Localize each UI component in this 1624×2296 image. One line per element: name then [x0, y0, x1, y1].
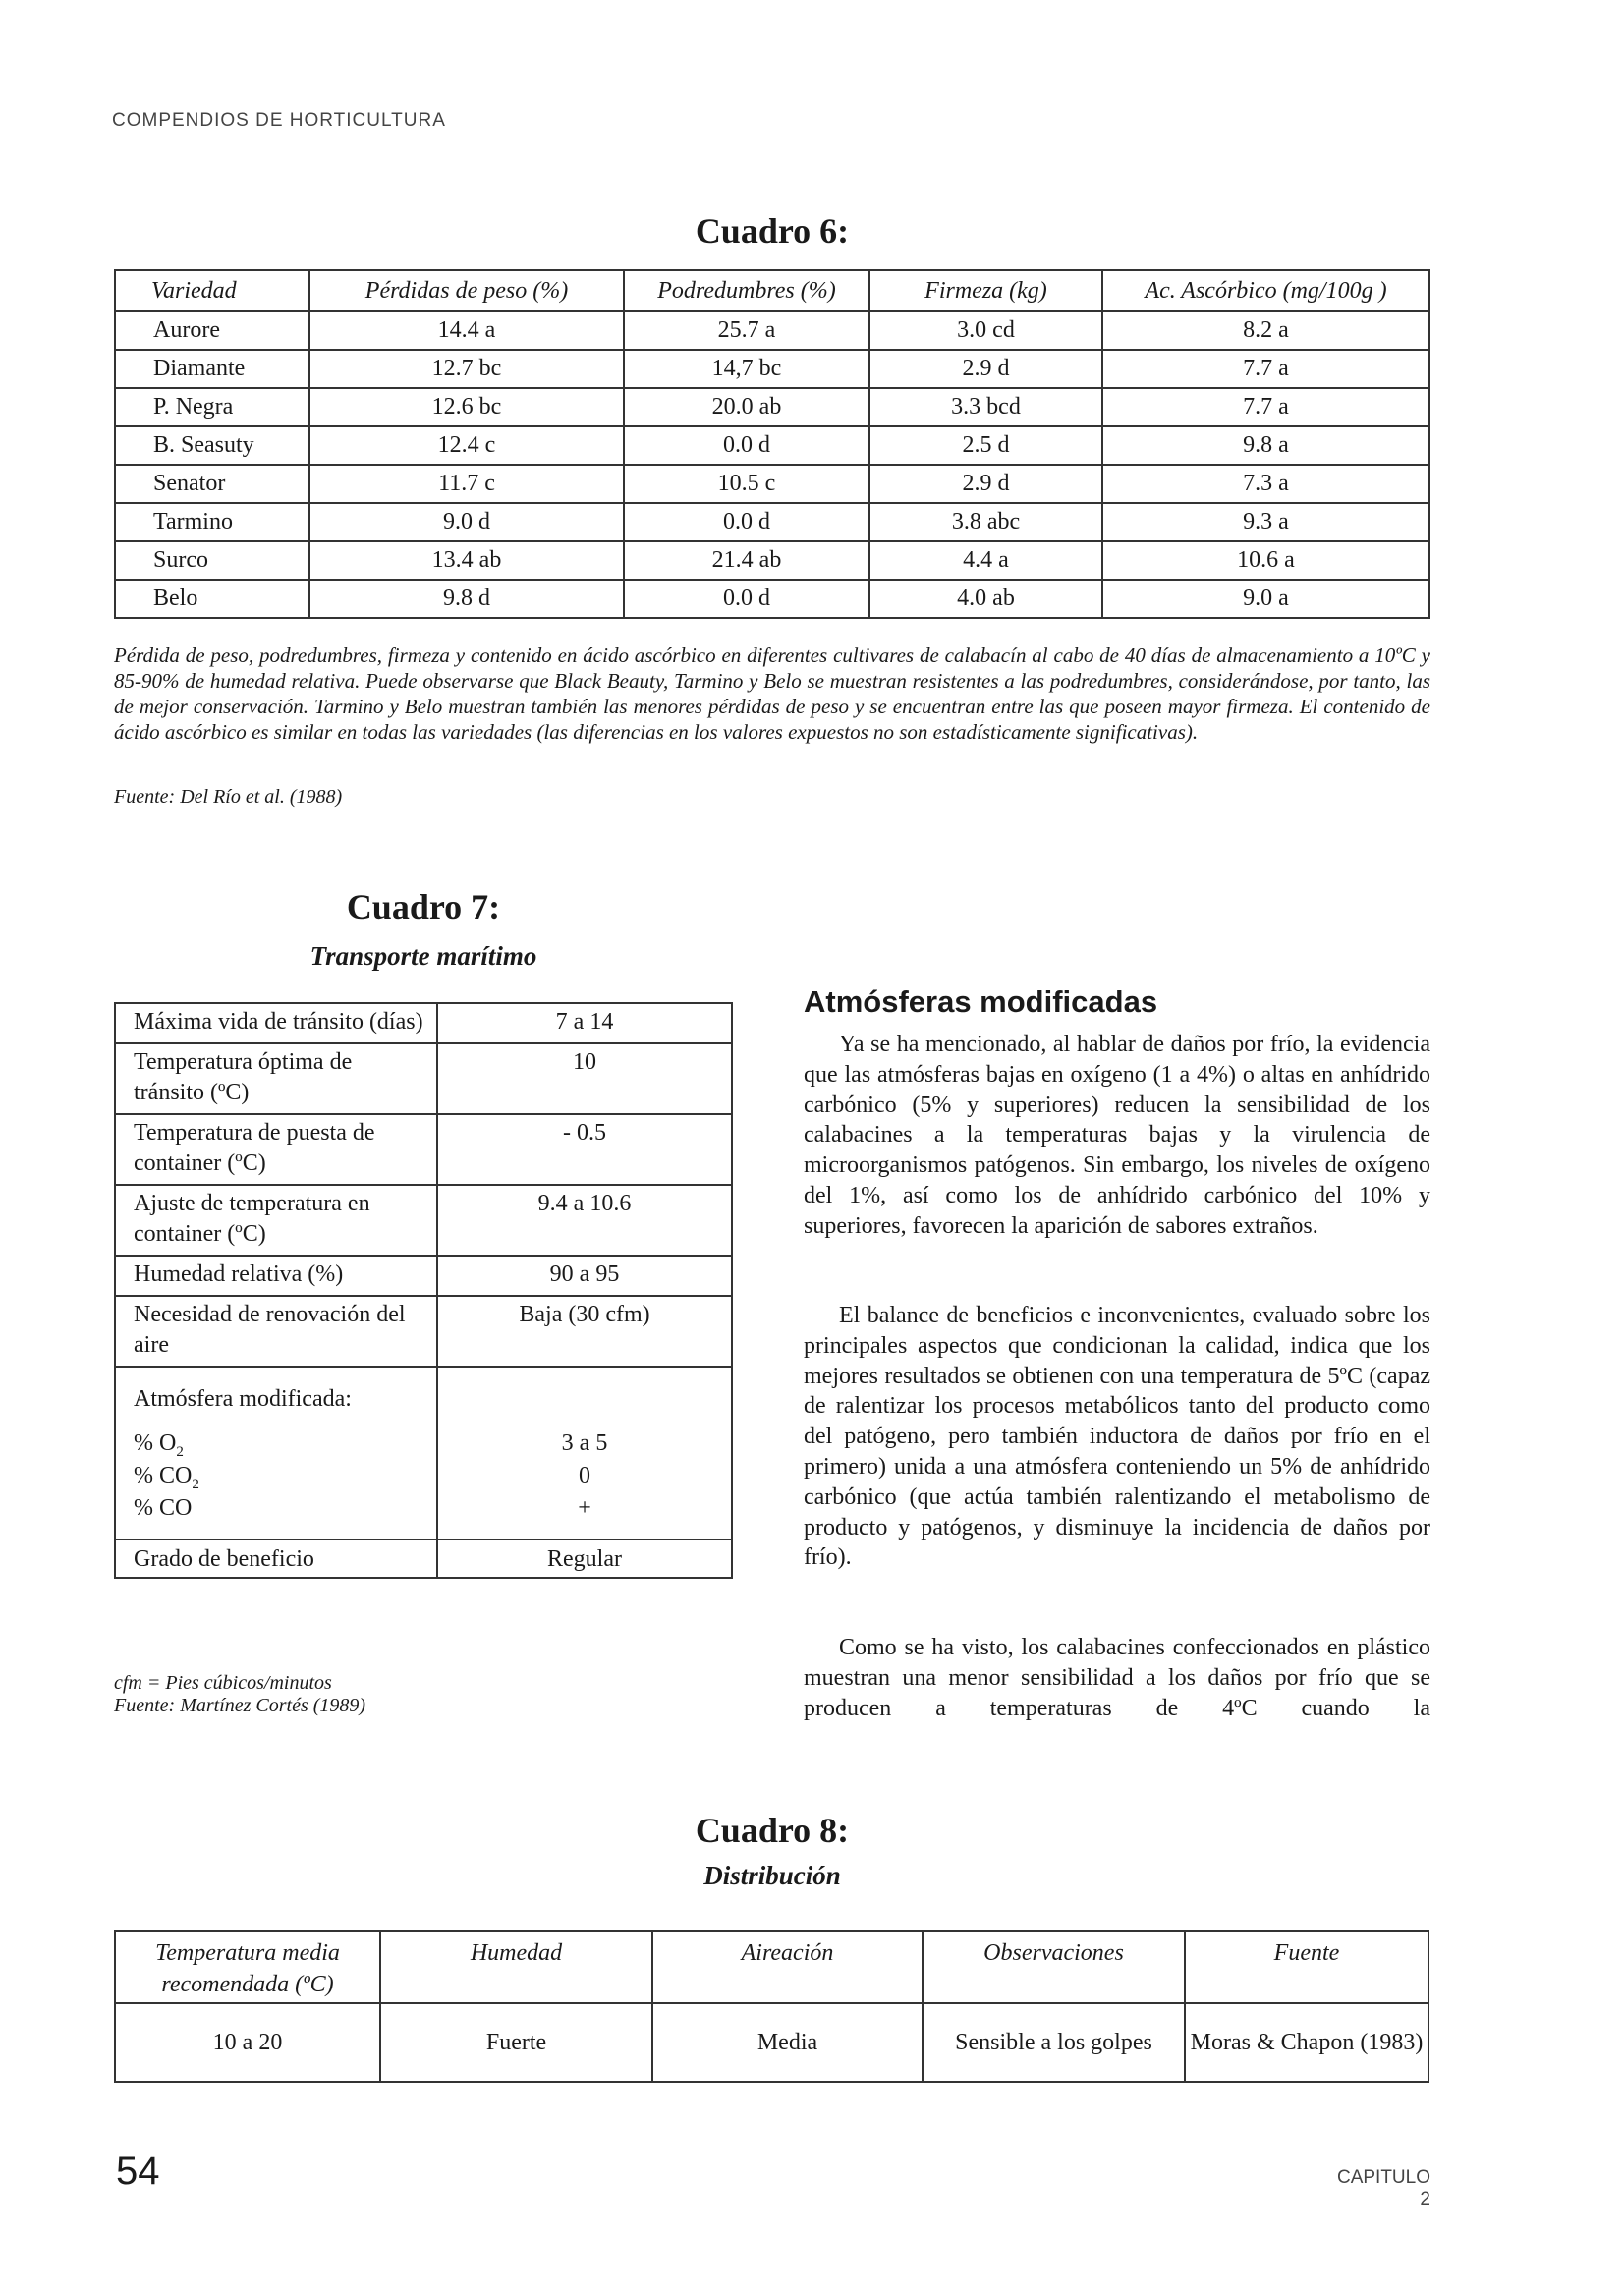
gas-prefix: % CO: [134, 1495, 193, 1521]
row-label: Temperatura de puesta de container (ºC): [115, 1114, 437, 1185]
row-label: Temperatura óptima de tránsito (ºC): [115, 1043, 437, 1114]
cuadro7-footnote: cfm = Pies cúbicos/minutos: [114, 1672, 332, 1694]
cuadro7-footnotes: [114, 1672, 365, 1717]
gas-value: 3 a 5: [561, 1430, 608, 1456]
section-heading: Atmósferas modificadas: [804, 984, 1158, 1019]
table-row: [115, 426, 1429, 465]
table-row: [115, 350, 1429, 388]
row-label: Ajuste de temperatura en container (ºC): [115, 1185, 437, 1256]
table-cell: 3.3 bcd: [869, 388, 1102, 426]
cuadro6-title: Cuadro 6:: [695, 211, 850, 251]
cuadro7-subtitle: Transporte marítimo: [309, 941, 537, 971]
gas-value: +: [578, 1495, 591, 1521]
column-header: Temperatura media recomendada (ºC): [115, 1931, 380, 2003]
column-header: Observaciones: [923, 1931, 1185, 2003]
table-cell: Fuerte: [380, 2003, 652, 2082]
table-cell: 10 a 20: [115, 2003, 380, 2082]
table-cell: 9.8 a: [1102, 426, 1429, 465]
atm-label: Atmósfera modificada:: [134, 1386, 352, 1412]
table-row: [115, 1185, 732, 1256]
table-cell: 25.7 a: [624, 311, 869, 350]
body-paragraph: Como se ha visto, los calabacines confeccionados en plástico muestran una menor sensibilidad a los daños por frío que se producen a temperaturas de 4ºC cuando la: [804, 1635, 1430, 1721]
table-cell: Aurore: [115, 311, 309, 350]
table-cell: 3.0 cd: [869, 311, 1102, 350]
body-paragraph: Ya se ha mencionado, al hablar de daños por frío, la evidencia que las atmósferas bajas en oxígeno (1 a 4%) o altas en anhídrido carbónico (5% y superiores) reducen la sensibilidad de los calabacines a la temperaturas bajas y la virulencia de microorganismos patógenos. Sin embargo, los niveles de oxígeno del 1%, así como los de anhídrido carbónico del 10% y superiores, favorecen la aparición de sabores extraños.: [804, 1032, 1430, 1239]
row-label: Humedad relativa (%): [115, 1256, 437, 1296]
table-cell: Moras & Chapon (1983): [1185, 2003, 1428, 2082]
table-cell: 4.4 a: [869, 541, 1102, 580]
table-cell: 13.4 ab: [309, 541, 624, 580]
table-cell: 14.4 a: [309, 311, 624, 350]
row-label: Grado de beneficio: [115, 1540, 437, 1578]
table-cell: 7.7 a: [1102, 388, 1429, 426]
table-cell: 11.7 c: [309, 465, 624, 503]
table-row: [115, 465, 1429, 503]
gas-label: [134, 1493, 428, 1522]
table-cell: 7.3 a: [1102, 465, 1429, 503]
table-row: [115, 1114, 732, 1185]
table-row: [115, 580, 1429, 618]
table-cell: 10.5 c: [624, 465, 869, 503]
body-paragraph: El balance de beneficios e inconvenientes, evaluado sobre los principales aspectos que condicionan la calidad, indica que los mejores resultados se obtienen con una temperatura de 5ºC (capaz de ralentizar los procesos metabólicos tanto del producto como del patógeno, pero también inductora de daños por frío en el primero) unida a una atmósfera conteniendo un 5% de anhídrido carbónico (que actúa también ralentizando el metabolismo de producto y patógenos, y disminuye la incidencia de daños por frío).: [804, 1303, 1430, 1571]
gas-prefix: % O: [134, 1430, 177, 1456]
gas-value: 0: [579, 1463, 590, 1488]
gas-subscript: 2: [176, 1443, 184, 1460]
gas-label: [134, 1461, 428, 1492]
row-value: Regular: [437, 1540, 732, 1578]
cuadro6-note: Pérdida de peso, podredumbres, firmeza y contenido en ácido ascórbico en diferentes cultivares de calabacín al cabo de 40 días de almacenamiento a 10ºC y 85-90% de humedad relativa. Puede observarse que Black Beauty, Tarmino y Belo se muestran resistentes a las podredumbres, considerándose, por tanto, las de mejor conservación. Tarmino y Belo muestran también las menores pérdidas de peso y se encuentran entre las que poseen mayor firmeza. El contenido de ácido ascórbico es similar en todas las variedades (las diferencias en los valores expuestos no son estadísticamente significativas).: [114, 644, 1430, 744]
row-value: 7 a 14: [437, 1003, 732, 1043]
table-row: [115, 1256, 732, 1296]
page-number: 54: [116, 2150, 160, 2193]
row-value: 9.4 a 10.6: [437, 1185, 732, 1256]
row-label: Máxima vida de tránsito (días): [115, 1003, 437, 1043]
table-cell: 14,7 bc: [624, 350, 869, 388]
table-cell: 21.4 ab: [624, 541, 869, 580]
cuadro6-source: Fuente: Del Río et al. (1988): [114, 786, 343, 808]
table-cell: 12.6 bc: [309, 388, 624, 426]
table-cell: 8.2 a: [1102, 311, 1429, 350]
chapter-label: CAPITULO 2: [1336, 2167, 1430, 2210]
cuadro6-table: [114, 269, 1430, 619]
table-cell: 12.4 c: [309, 426, 624, 465]
table-row: [115, 388, 1429, 426]
table-cell: 2.5 d: [869, 426, 1102, 465]
table-row: [115, 1540, 732, 1578]
table-row: [115, 503, 1429, 541]
column-header: Humedad: [380, 1931, 652, 2003]
running-head: COMPENDIOS DE HORTICULTURA: [112, 110, 446, 131]
table-row: [115, 1043, 732, 1114]
table-cell: 20.0 ab: [624, 388, 869, 426]
cuadro7-source: Fuente: Martínez Cortés (1989): [114, 1695, 366, 1716]
table-cell: Tarmino: [115, 503, 309, 541]
table-cell: 9.3 a: [1102, 503, 1429, 541]
table-header-row: [115, 1931, 1428, 2003]
table-cell: 2.9 d: [869, 350, 1102, 388]
table-cell: Sensible a los golpes: [923, 2003, 1185, 2082]
table-cell: P. Negra: [115, 388, 309, 426]
table-cell: 12.7 bc: [309, 350, 624, 388]
table-cell: 4.0 ab: [869, 580, 1102, 618]
gas-prefix: % CO: [134, 1463, 193, 1488]
column-header: Ac. Ascórbico (mg/100g ): [1102, 270, 1429, 311]
table-cell: Diamante: [115, 350, 309, 388]
column-header: Aireación: [652, 1931, 923, 2003]
row-label: Necesidad de renovación del aire: [115, 1296, 437, 1367]
table-row: [115, 1296, 732, 1367]
row-value: 10: [437, 1043, 732, 1114]
table-row: [115, 1367, 732, 1540]
table-cell: B. Seasuty: [115, 426, 309, 465]
cuadro7-title: Cuadro 7:: [346, 887, 501, 926]
row-value: Baja (30 cfm): [437, 1296, 732, 1367]
row-value: 90 a 95: [437, 1256, 732, 1296]
table-cell: 0.0 d: [624, 580, 869, 618]
table-cell: Belo: [115, 580, 309, 618]
table-cell: 0.0 d: [624, 503, 869, 541]
table-cell: 3.8 abc: [869, 503, 1102, 541]
column-header: Pérdidas de peso (%): [309, 270, 624, 311]
table-cell: 0.0 d: [624, 426, 869, 465]
table-cell: 2.9 d: [869, 465, 1102, 503]
column-header: Firmeza (kg): [869, 270, 1102, 311]
gas-subscript: 2: [192, 1476, 199, 1492]
table-cell: Senator: [115, 465, 309, 503]
table-cell: Surco: [115, 541, 309, 580]
cuadro8-title: Cuadro 8:: [695, 1811, 850, 1850]
table-cell: 10.6 a: [1102, 541, 1429, 580]
column-header: Podredumbres (%): [624, 270, 869, 311]
table-header-row: [115, 270, 1429, 311]
table-cell: 9.0 a: [1102, 580, 1429, 618]
cuadro8-table: [114, 1930, 1429, 2083]
column-header: Variedad: [115, 270, 309, 311]
table-row: [115, 311, 1429, 350]
column-header: Fuente: [1185, 1931, 1428, 2003]
table-row: [115, 1003, 732, 1043]
table-row: [115, 2003, 1428, 2082]
table-cell: 7.7 a: [1102, 350, 1429, 388]
row-value: - 0.5: [437, 1114, 732, 1185]
table-row: [115, 541, 1429, 580]
table-cell: 9.8 d: [309, 580, 624, 618]
table-cell: 9.0 d: [309, 503, 624, 541]
cuadro8-subtitle: Distribución: [703, 1861, 841, 1890]
table-cell: Media: [652, 2003, 923, 2082]
cuadro7-table: [114, 1002, 733, 1579]
gas-label: [134, 1428, 428, 1460]
